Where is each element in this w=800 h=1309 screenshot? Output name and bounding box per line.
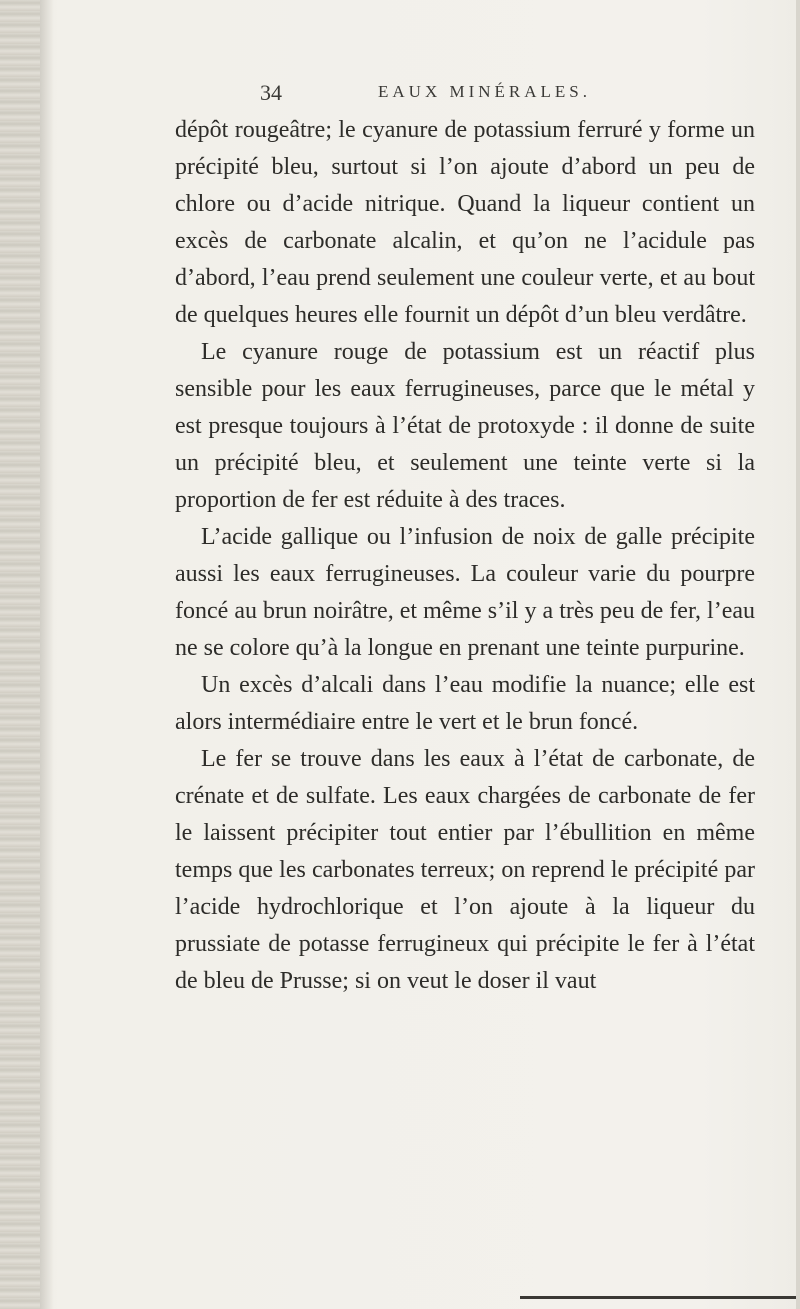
page-number: 34 xyxy=(260,80,282,105)
paragraph: Le cyanure rouge de potassium est un réactif plus sensible pour les eaux ferrugineuses, parce que le métal y est presque toujours à l’état de protoxyde : il donne de suite un précipité bleu, et seulement une teinte verte si la proportion de fer est réduite à des traces. xyxy=(175,339,755,513)
page-header xyxy=(260,80,730,110)
paragraph: L’acide gallique ou l’infusion de noix de galle précipite aussi les eaux ferrugineuses. La couleur varie du pourpre foncé au brun noirâtre, et même s’il y a très peu de fer, l’eau ne se colore qu’à la longue en prenant une teinte purpurine. xyxy=(175,524,755,661)
paragraph: dépôt rougeâtre; le cyanure de potassium ferruré y forme un précipité bleu, surtout si l’on ajoute d’abord un peu de chlore ou d’acide nitrique. Quand la liqueur contient un excès de carbonate alcalin, et qu’on ne l’acidule pas d’abord, l’eau prend seulement une couleur verte, et au bout de quelques heures elle fournit un dépôt d’un bleu verdâtre. xyxy=(175,117,755,328)
paragraph: Un excès d’alcali dans l’eau modifie la nuance; elle est alors intermédiaire entre le vert et le brun foncé. xyxy=(175,672,755,735)
page-edge xyxy=(796,0,800,1309)
paragraph: Le fer se trouve dans les eaux à l’état de carbonate, de crénate et de sulfate. Les eaux chargées de carbonate de fer le laissent précipiter tout entier par l’ébullition en même temps que les carbonates terreux; on reprend le précipité par l’acide hydrochlorique et l’on ajoute à la liqueur du prussiate de potasse ferrugineux qui précipite le fer à l’état de bleu de Prusse; si on veut le doser il vaut xyxy=(175,746,755,994)
page-binding xyxy=(0,0,40,1309)
binding-shadow xyxy=(40,0,54,1309)
running-head: EAUX MINÉRALES. xyxy=(378,82,591,101)
body-text xyxy=(175,112,755,1000)
bottom-rule xyxy=(520,1296,796,1299)
